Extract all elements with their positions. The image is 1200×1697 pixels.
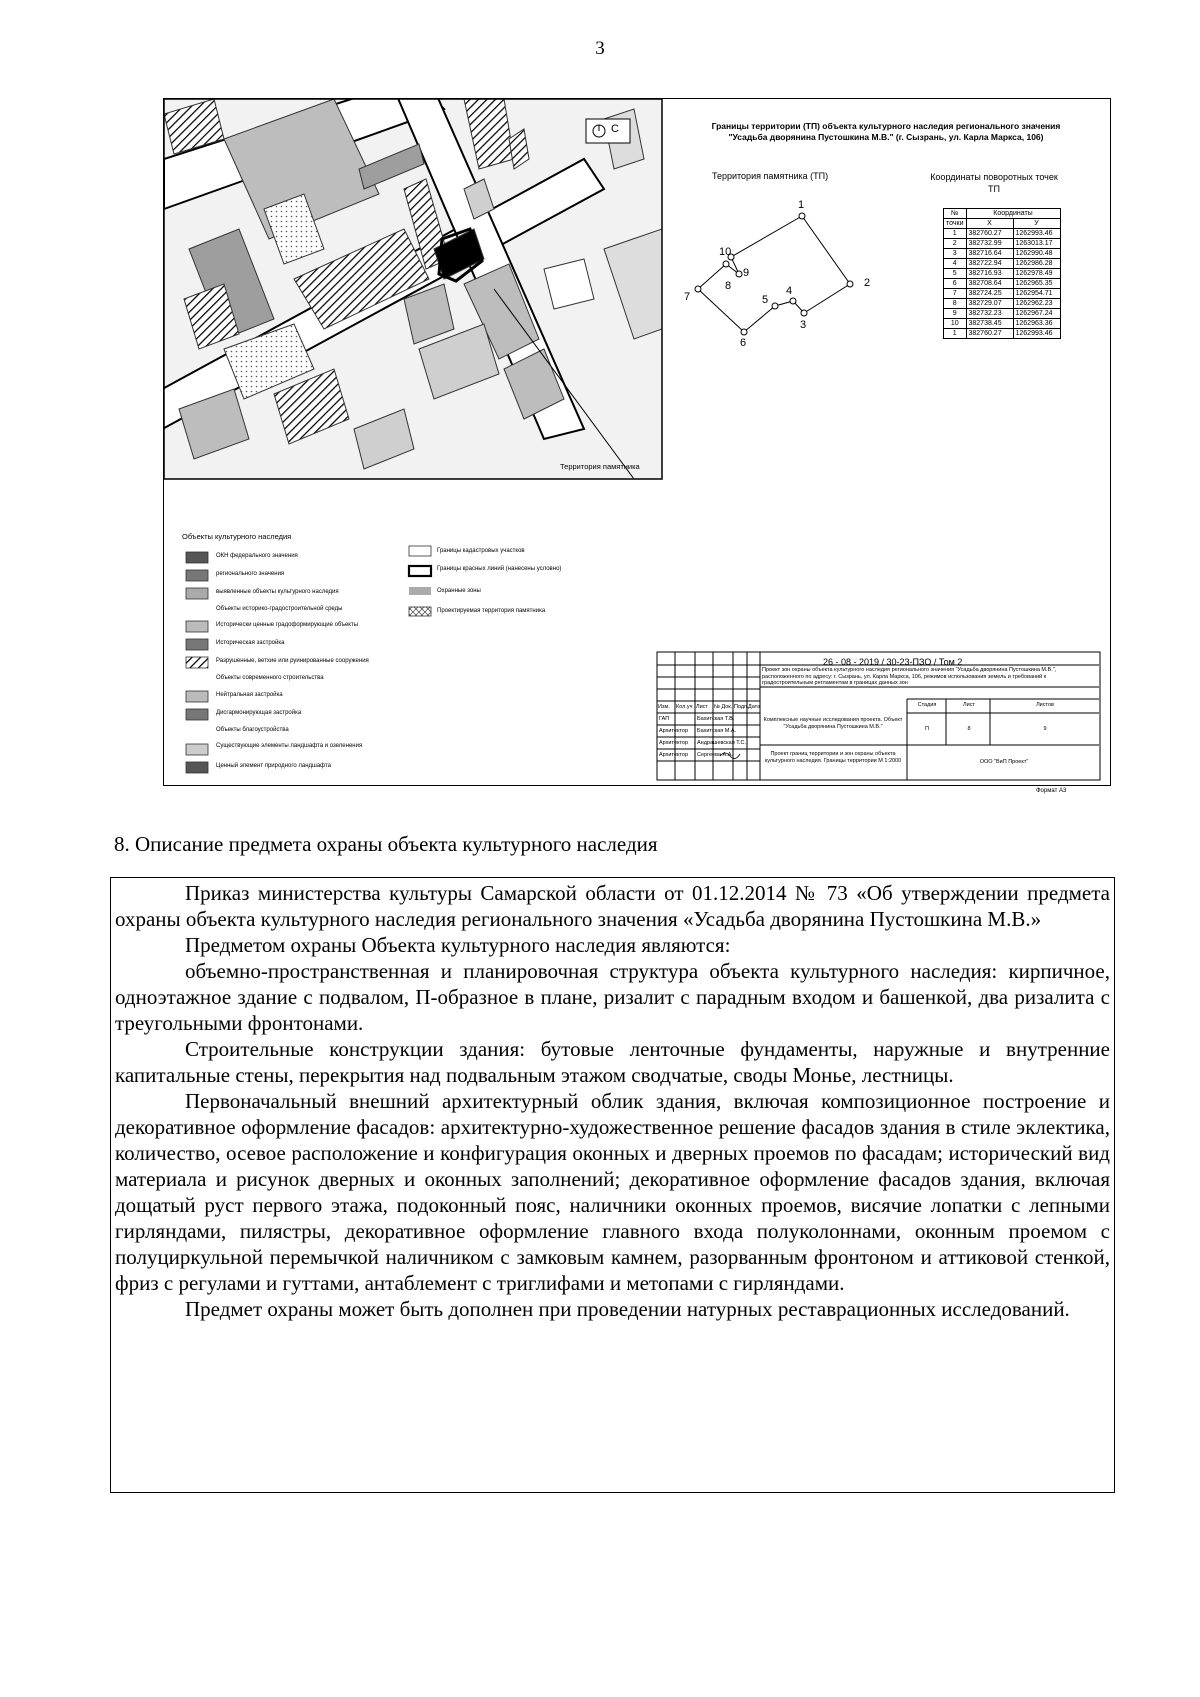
coord-x: 382732.99 [966,239,1013,249]
coord-point: 9 [944,309,967,319]
coord-point: 7 [944,289,967,299]
coord-x: 382724.25 [966,289,1013,299]
stamp-sheets-label: Листов [1036,702,1054,708]
stamp-header: Изм. [658,704,670,710]
coord-y: 1262993.46 [1013,229,1060,239]
north-arrow-label: С [611,123,619,135]
point-label: 7 [684,291,691,303]
legend-item: Границы кадастровых участков [437,548,525,554]
coord-row [944,239,1061,249]
coord-row [944,289,1061,299]
coord-y: 1262978.49 [1013,269,1060,279]
coord-x: 382708.64 [966,279,1013,289]
coord-point: 4 [944,259,967,269]
stamp-role: ГАП [659,716,670,722]
stamp-stage: П [925,726,929,732]
coord-y: 1262963.36 [1013,319,1060,329]
coord-point: 2 [944,239,967,249]
coord-y: 1262967.24 [1013,309,1060,319]
map-title-line2: "Усадьба дворянина Пустошкина М.В." (г. Сызрань, ул. Карла Маркса, 106) [728,132,1044,142]
coord-y: 1262990.48 [1013,249,1060,259]
coord-y: 1262993.46 [1013,329,1060,339]
legend-item: Объекты историко-градостроительной среды [216,606,343,612]
paragraph: Приказ министерства культуры Самарской области от 01.12.2014 № 73 «Об утверждении предмета охраны объекта культурного наследия регионального значения «Усадьба дворянина Пустошкина М.В.» [115,881,1110,931]
stamp-name: Бахитская М.А. [697,728,737,734]
point-label: 10 [719,246,732,258]
point-label: 2 [864,277,871,289]
coord-header-num: № [944,209,967,219]
paragraph: Строительные конструкции здания: бутовые ленточные фундаменты, наружные и внутренние капитальные стены, перекрытия над подвальным этажом сводчатые, своды Монье, лестницы. [115,1037,1110,1087]
map-title-line1: Границы территории (ТП) объекта культурного наследия регионального значения [711,121,1061,131]
stamp-sheet-label: Лист [963,702,975,708]
stamp-name: Бахитская Т.В. [697,716,735,722]
coord-x: 382760.27 [966,329,1013,339]
paragraph: Предмет охраны может быть дополнен при проведении натурных реставрационных исследований. [185,1297,1070,1321]
paragraph: Предметом охраны Объекта культурного наследия являются: [185,933,731,957]
coord-row [944,229,1061,239]
stamp-header: Кол.уч [676,704,693,710]
legend-item: Проектируемая территория памятника [437,608,546,614]
stamp-complex-text: Комплексные научные исследования проекта. Объект "Усадьба дворянина Пустошкина М.В." [763,717,903,730]
legend-item: Границы красных линий (нанесены условно) [437,566,562,572]
coord-point: 3 [944,249,967,259]
document-code: 26 - 08 - 2019 / 30-23-ПЗО / Том 2 [823,657,963,667]
stamp-header: № Док. [714,704,733,710]
stamp-header: Лист [696,704,708,710]
stamp-name: Андрашевская Т.С. [697,740,746,746]
point-label: 8 [725,280,732,292]
tp-label: Территория памятника (ТП) [712,171,829,181]
point-label: 4 [786,285,793,297]
stamp-organization: ООО "ВиП Проект" [979,759,1029,765]
coordinates-table [943,208,1061,339]
legend-item: Историческая застройка [216,640,285,646]
coords-label: Координаты поворотных точек ТП [930,172,1058,194]
coord-y: 1262954.71 [1013,289,1060,299]
stamp-header: Дата [748,704,761,710]
paragraph: объемно-пространственная и планировочная структура объекта культурного наследия: кирпичное, одноэтажное здание с подвалом, П-образное в плане, ризалит с парадным входом и башенкой, два ризалита с треугольными фронтонами. [115,959,1110,1035]
format-label: Формат А3 [1036,788,1067,794]
coord-row [944,279,1061,289]
coord-x: 382716.64 [966,249,1013,259]
point-label: 9 [743,267,750,279]
page-number: 3 [595,38,605,59]
coord-point: 1 [944,329,967,339]
stamp-stage-label: Стадия [917,702,937,708]
coord-x: 382722.94 [966,259,1013,269]
coord-x: 382716.93 [966,269,1013,279]
legend-item: Исторически ценные градоформирующие объекты [216,622,359,628]
stamp-project-text: Проект зон охраны объекта культурного наследия регионального значения "Усадьба дворянина Пустошкина М.В.", расположенного по адресу: г. Сызрань, ул. Карла Маркса, 106, режимов использования земель и требований к градостроительным регламентам в границах данных зон [762,667,1057,686]
coord-header-num2: точки [944,219,967,229]
coord-row [944,319,1061,329]
coord-x: 382760.27 [966,229,1013,239]
coord-header-x: X [966,219,1013,229]
legend-item: выявленные объекты культурного наследия [216,589,339,595]
legend-item: Дисгармонирующая застройка [216,710,302,716]
legend-item: Нейтральная застройка [216,692,283,698]
legend-item: Объекты современного строительства [216,675,324,681]
legend-item: Разрушенные, ветхие или руинированные сооружения [216,658,369,664]
coord-y: 1262962.23 [1013,299,1060,309]
coord-point: 8 [944,299,967,309]
point-label: 6 [740,337,747,349]
coord-point: 5 [944,269,967,279]
stamp-name: Сергеева А.А. [697,752,733,758]
coord-header-y: У [1013,219,1060,229]
stamp-role: Архитектор [659,740,689,746]
section-heading: 8. Описание предмета охраны объекта культурного наследия [114,832,658,856]
coord-x: 382729.07 [966,299,1013,309]
coord-row [944,299,1061,309]
legend-item: Охранные зоны [437,588,481,594]
legend-item: Существующие элементы ландшафта и озеленения [216,743,363,749]
point-label: 5 [762,294,769,306]
coord-header-coords: Координаты [966,209,1060,219]
coord-row [944,309,1061,319]
coord-y: 1263013.17 [1013,239,1060,249]
point-label: 1 [798,199,805,211]
paragraph: Первоначальный внешний архитектурный облик здания, включая композиционное построение и декоративное оформление фасадов: архитектурно-художественное решение фасадов здания в стиле эклектика, количество, осевое расположение и конфигурация оконных и дверных проемов по фасадам; исторический вид материала и рисунок дверных и оконных заполнений; декоративное оформление фасадов здания, включая дощатый руст первого этажа, подоконный пояс, наличники оконных проемов, висячие лопатки с лепными гирляндами, пилястры, декоративное оформление главного входа полуколоннами, оконным проемом с полуциркульной перемычкой наличником с замковым камнем, разорванным фронтоном и аттиковой стенкой, фриз с регулами и гуттами, антаблемент с триглифами и метопами с гирляндами. [115,1089,1110,1295]
coord-row [944,249,1061,259]
legend-item: Ценный элемент природного ландшафта [216,763,332,769]
monument-label: Территория памятника [560,462,640,471]
coord-row [944,259,1061,269]
coord-row [944,269,1061,279]
stamp-header: Подп. [734,704,749,710]
legend-title: Объекты культурного наследия [182,532,292,541]
coord-y: 1262965.35 [1013,279,1060,289]
protection-subject-box [110,877,1115,1493]
coord-row [944,329,1061,339]
legend-item: регионального значения [216,571,285,577]
point-label: 3 [800,319,807,331]
legend-item: Объекты благоустройства [216,727,289,733]
coord-point: 6 [944,279,967,289]
coord-y: 1262986.28 [1013,259,1060,269]
stamp-role: Архитектор [659,752,689,758]
coord-point: 1 [944,229,967,239]
coord-point: 10 [944,319,967,329]
coord-x: 382738.45 [966,319,1013,329]
legend-item: ОКН федерального значения [216,553,298,559]
stamp-role: Архитектор [659,728,689,734]
stamp-drawing-text: Проект границ территории и зон охраны объекта культурного наследия. Границы территории М 1:2000 [764,751,902,764]
stamp-sheets: 9 [1043,726,1047,732]
map-drawing [163,98,1111,786]
coord-x: 382732.23 [966,309,1013,319]
stamp-sheet: 8 [967,726,971,732]
